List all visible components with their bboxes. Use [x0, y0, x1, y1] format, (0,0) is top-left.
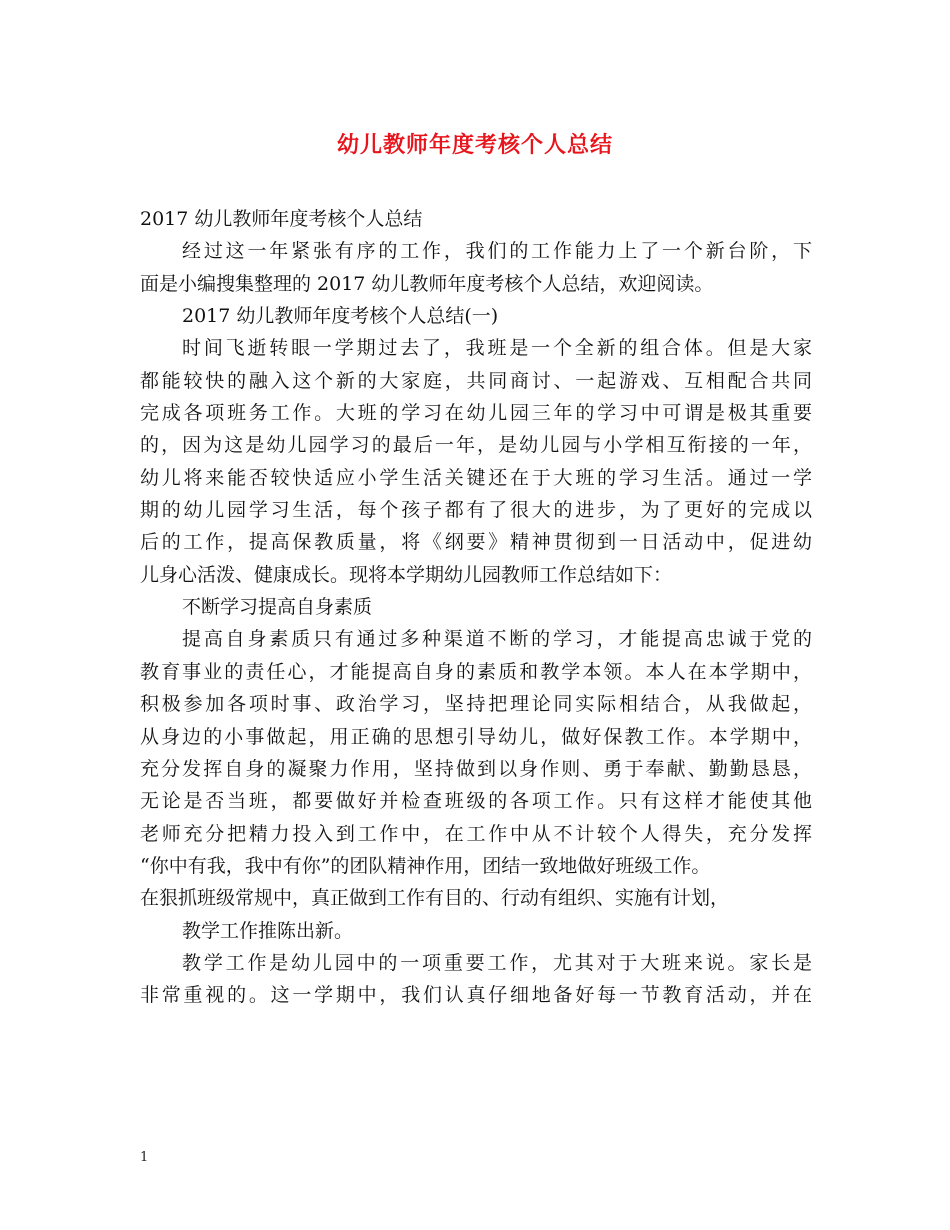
document-body: [140, 203, 812, 1012]
text-line: 充分发挥自身的凝聚力作用，坚持做到以身作则、勇于奉献、勤勤恳恳，: [140, 757, 812, 780]
text-line: “你中有我，我中有你”的团队精神作用，团结一致地做好班级工作。: [140, 854, 711, 877]
page-number: 1: [140, 1150, 149, 1165]
text-line: 在狠抓班级常规中，真正做到工作有目的、行动有组织、实施有计划，: [140, 887, 730, 910]
text-line: 从身边的小事做起，用正确的思想引导幼儿，做好保教工作。本学期中，: [140, 725, 812, 748]
section-heading: 教学工作推陈出新。: [182, 919, 354, 942]
text-line: 幼儿将来能否较快适应小学生活关键还在于大班的学习生活。通过一学: [140, 466, 812, 489]
text-line: 期的幼儿园学习生活，每个孩子都有了很大的进步，为了更好的完成以: [140, 499, 812, 522]
text-line: 儿身心活泼、健康成长。现将本学期幼儿园教师工作总结如下：: [140, 563, 673, 586]
text-line: 无论是否当班，都要做好并检查班级的各项工作。只有这样才能使其他: [140, 790, 812, 813]
text-line: 教学工作是幼儿园中的一项重要工作，尤其对于大班来说。家长是: [182, 951, 812, 974]
text-line: 积极参加各项时事、政治学习，坚持把理论同实际相结合，从我做起，: [140, 693, 812, 716]
text-line: 面是小编搜集整理的 2017 幼儿教师年度考核个人总结，欢迎阅读。: [140, 272, 714, 295]
text-line: 的，因为这是幼儿园学习的最后一年，是幼儿园与小学相互衔接的一年，: [140, 434, 812, 457]
text-line: 都能较快的融入这个新的大家庭，共同商讨、一起游戏、互相配合共同: [140, 369, 812, 392]
text-line: 提高自身素质只有通过多种渠道不断的学习，才能提高忠诚于党的: [182, 628, 812, 651]
text-line: 后的工作，提高保教质量，将《纲要》精神贯彻到一日活动中，促进幼: [140, 531, 812, 554]
text-line: 教育事业的责任心，才能提高自身的素质和教学本领。本人在本学期中，: [140, 660, 812, 683]
text-line: 非常重视的。这一学期中，我们认真仔细地备好每一节教育活动，并在: [140, 984, 812, 1007]
text-line: 时间飞逝转眼一学期过去了，我班是一个全新的组合体。但是大家: [182, 337, 812, 360]
text-line: 老师充分把精力投入到工作中，在工作中从不计较个人得失，充分发挥: [140, 822, 812, 845]
document-title: 幼儿教师年度考核个人总结: [336, 132, 613, 158]
text-line: 2017 幼儿教师年度考核个人总结(一): [182, 305, 499, 328]
section-heading: 不断学习提高自身素质: [182, 596, 373, 619]
text-line: 2017 幼儿教师年度考核个人总结: [140, 208, 423, 230]
text-line: 完成各项班务工作。大班的学习在幼儿园三年的学习中可谓是极其重要: [140, 402, 812, 425]
text-line: 经过这一年紧张有序的工作，我们的工作能力上了一个新台阶，下: [182, 240, 812, 263]
